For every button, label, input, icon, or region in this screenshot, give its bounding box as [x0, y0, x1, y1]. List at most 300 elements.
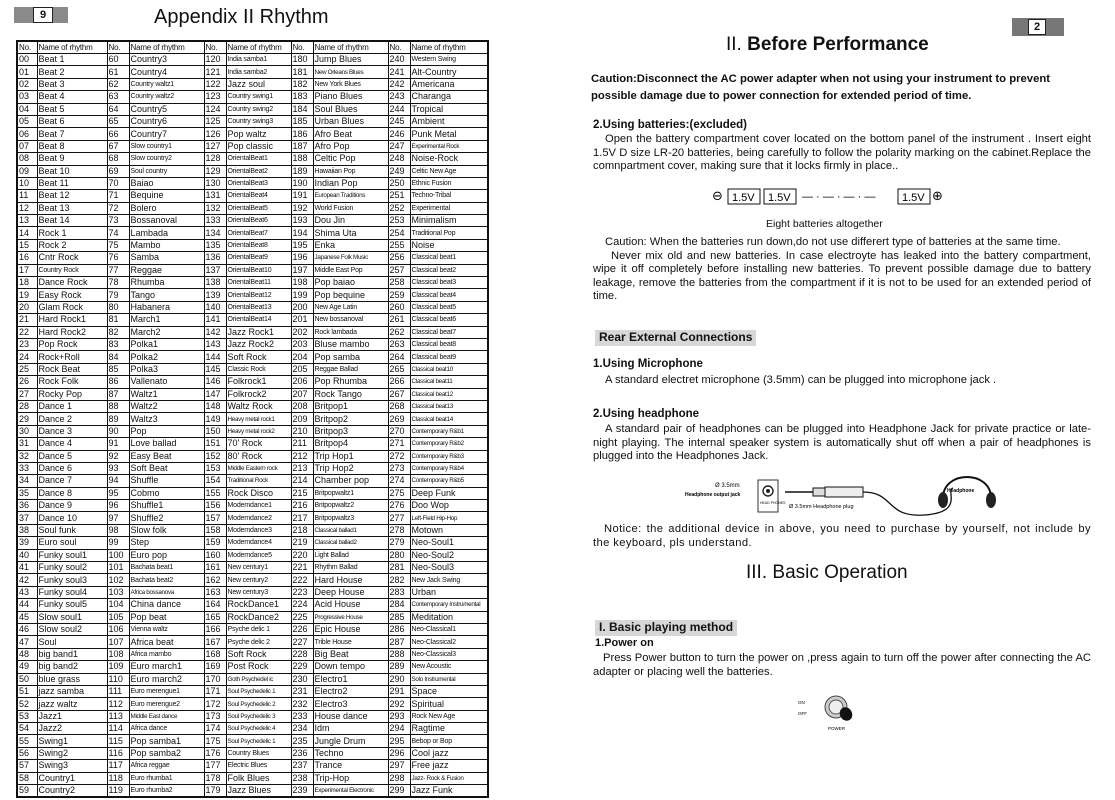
rhythm-name: Dance 2 [37, 413, 107, 425]
rhythm-number: 05 [17, 115, 37, 127]
rhythm-name: Dance 10 [37, 512, 107, 524]
rhythm-name: Cobmo [129, 487, 204, 499]
rhythm-number: 251 [388, 190, 410, 202]
table-row [17, 54, 488, 66]
rhythm-name: Jazz- Rock & Fusion [410, 772, 488, 784]
rhythm-name: Baiao [129, 177, 204, 189]
rhythm-name: Cntr Rock [37, 252, 107, 264]
rhythm-number: 31 [17, 438, 37, 450]
rhythm-name: Classical beat1 [410, 252, 488, 264]
rhythm-name: Soul [37, 636, 107, 648]
rhythm-number: 283 [388, 586, 410, 598]
rhythm-number: 78 [107, 277, 129, 289]
rhythm-name: Dance 1 [37, 400, 107, 412]
rhythm-name: big band1 [37, 648, 107, 660]
rhythm-number: 158 [204, 524, 226, 536]
rhythm-name: Rock lambada [313, 326, 388, 338]
rhythm-number: 124 [204, 103, 226, 115]
rhythm-name: Contemporary R&b2 [410, 438, 488, 450]
rhythm-name: Meditation [410, 611, 488, 623]
rhythm-number: 135 [204, 239, 226, 251]
rhythm-number: 166 [204, 623, 226, 635]
rhythm-number: 212 [291, 450, 313, 462]
rhythm-number: 263 [388, 338, 410, 350]
table-row [17, 710, 488, 722]
rhythm-number: 40 [17, 549, 37, 561]
rhythm-number: 281 [388, 562, 410, 574]
rhythm-number: 127 [204, 140, 226, 152]
rhythm-number: 142 [204, 326, 226, 338]
rhythm-name: Soft Rock [226, 648, 291, 660]
rhythm-number: 292 [388, 698, 410, 710]
table-row [17, 562, 488, 574]
rhythm-number: 70 [107, 177, 129, 189]
header-name: Name of rhythm [410, 41, 488, 54]
rhythm-number: 43 [17, 586, 37, 598]
rhythm-name: RockDance2 [226, 611, 291, 623]
rhythm-name: Bachata beat2 [129, 574, 204, 586]
rhythm-name: Country waltz2 [129, 91, 204, 103]
rhythm-number: 172 [204, 698, 226, 710]
rhythm-number: 144 [204, 351, 226, 363]
table-row [17, 326, 488, 338]
rhythm-number: 261 [388, 314, 410, 326]
rhythm-number: 159 [204, 537, 226, 549]
section-heading-before-performance [726, 34, 929, 55]
rhythm-name: Noise [410, 239, 488, 251]
rhythm-name: Classical ballad2 [313, 537, 388, 549]
rhythm-number: 90 [107, 425, 129, 437]
rhythm-name: Polka3 [129, 363, 204, 375]
rhythm-name: New Orleans Blues [313, 66, 388, 78]
rhythm-name: Afro Pop [313, 140, 388, 152]
rhythm-number: 262 [388, 326, 410, 338]
table-row [17, 537, 488, 549]
table-row [17, 723, 488, 735]
rhythm-number: 260 [388, 301, 410, 313]
rhythm-name: Waltz Rock [226, 400, 291, 412]
rhythm-name: Britpop4 [313, 438, 388, 450]
rhythm-number: 137 [204, 264, 226, 276]
rhythm-name: Solo Instrumental [410, 673, 488, 685]
rhythm-number: 214 [291, 475, 313, 487]
rhythm-number: 253 [388, 215, 410, 227]
rhythm-name: Classical beat4 [410, 289, 488, 301]
rhythm-name: OrientalBeat13 [226, 301, 291, 313]
table-row [17, 698, 488, 710]
rhythm-name: Ethnic Fusion [410, 177, 488, 189]
rhythm-number: 10 [17, 177, 37, 189]
table-row [17, 301, 488, 313]
rhythm-name: Rock Beat [37, 363, 107, 375]
rhythm-name: Swing2 [37, 747, 107, 759]
rhythm-number: 182 [291, 78, 313, 90]
rhythm-name: Rhythm Ballad [313, 562, 388, 574]
rhythm-name: Experimental Rock [410, 140, 488, 152]
rhythm-name: Dance 7 [37, 475, 107, 487]
rhythm-number: 95 [107, 487, 129, 499]
rhythm-number: 56 [17, 747, 37, 759]
rhythm-name: Funky soul5 [37, 599, 107, 611]
rhythm-name: OrientalBeat7 [226, 227, 291, 239]
rhythm-name: Beat 10 [37, 165, 107, 177]
rhythm-name: Africa mambo [129, 648, 204, 660]
table-row [17, 277, 488, 289]
rhythm-number: 39 [17, 537, 37, 549]
rhythm-name: Jazz2 [37, 723, 107, 735]
rhythm-name: Bebop or Bop [410, 735, 488, 747]
rhythm-number: 270 [388, 425, 410, 437]
power-paragraph [593, 652, 1091, 679]
rhythm-name: Moderndance1 [226, 500, 291, 512]
rhythm-name: Beat 6 [37, 115, 107, 127]
rhythm-number: 89 [107, 413, 129, 425]
page-number-badge [1012, 18, 1064, 36]
rhythm-number: 239 [291, 785, 313, 798]
rhythm-number: 29 [17, 413, 37, 425]
rhythm-number: 102 [107, 574, 129, 586]
table-row [17, 165, 488, 177]
rhythm-name: Rock+Roll [37, 351, 107, 363]
rhythm-name: Slow country1 [129, 140, 204, 152]
rhythm-number: 153 [204, 462, 226, 474]
rhythm-name: Hard Rock1 [37, 314, 107, 326]
rhythm-number: 238 [291, 772, 313, 784]
rhythm-name: Classical beat2 [410, 264, 488, 276]
rhythm-number: 282 [388, 574, 410, 586]
rhythm-name: Classic Rock [226, 363, 291, 375]
table-row [17, 91, 488, 103]
rhythm-number: 16 [17, 252, 37, 264]
rhythm-name: Reggae Ballad [313, 363, 388, 375]
rhythm-name: Beat 8 [37, 140, 107, 152]
rhythm-number: 223 [291, 586, 313, 598]
rhythm-number: 264 [388, 351, 410, 363]
rhythm-name: OrientalBeat5 [226, 202, 291, 214]
rhythm-name: Traditional Rock [226, 475, 291, 487]
rhythm-number: 37 [17, 512, 37, 524]
rhythm-number: 114 [107, 723, 129, 735]
rhythm-number: 146 [204, 376, 226, 388]
rhythm-number: 269 [388, 413, 410, 425]
rhythm-name: Afro Beat [313, 128, 388, 140]
page-number: 9 [33, 7, 53, 23]
plug-label: Ø 3.5mm Headphone plug [789, 504, 854, 510]
rhythm-name: Classical beat11 [410, 376, 488, 388]
table-row [17, 549, 488, 561]
rhythm-name: Electro2 [313, 685, 388, 697]
rhythm-name: Jazz Rock2 [226, 338, 291, 350]
rhythm-number: 243 [388, 91, 410, 103]
table-row [17, 574, 488, 586]
rhythm-name: Dou Jin [313, 215, 388, 227]
rhythm-name: Beat 14 [37, 215, 107, 227]
rhythm-number: 54 [17, 723, 37, 735]
rhythm-number: 249 [388, 165, 410, 177]
rhythm-number: 169 [204, 661, 226, 673]
table-row [17, 438, 488, 450]
rhythm-number: 17 [17, 264, 37, 276]
rhythm-number: 298 [388, 772, 410, 784]
rhythm-name: Celtic New Age [410, 165, 488, 177]
rhythm-name: Britpop2 [313, 413, 388, 425]
table-row [17, 252, 488, 264]
rhythm-number: 121 [204, 66, 226, 78]
table-row [17, 685, 488, 697]
header-no: No. [17, 41, 37, 54]
rhythm-number: 286 [388, 623, 410, 635]
rhythm-name: Shuffle1 [129, 500, 204, 512]
headphone-label: Headphone [947, 488, 975, 494]
table-row [17, 264, 488, 276]
rhythm-number: 132 [204, 202, 226, 214]
rhythm-number: 52 [17, 698, 37, 710]
rhythm-name: Samba [129, 252, 204, 264]
rhythm-number: 242 [388, 78, 410, 90]
rhythm-number: 163 [204, 586, 226, 598]
battery-caution-2: Never mix old and new batteries. In case electroyte has leaked into the battery compartment, wipe it off completely before installing new batteries. To prevent possible damage due to battery leakage, remove the batteries from the compartment if it is not to be used for an extended period of time. [593, 249, 1091, 302]
table-row [17, 500, 488, 512]
rhythm-number: 222 [291, 574, 313, 586]
rhythm-number: 291 [388, 685, 410, 697]
rhythm-number: 49 [17, 661, 37, 673]
rhythm-name: Hawaiian Pop [313, 165, 388, 177]
rhythm-number: 63 [107, 91, 129, 103]
table-row [17, 66, 488, 78]
rhythm-number: 53 [17, 710, 37, 722]
rhythm-number: 276 [388, 500, 410, 512]
table-row [17, 623, 488, 635]
rhythm-number: 91 [107, 438, 129, 450]
rhythm-table [16, 40, 489, 798]
rhythm-name: Reggae [129, 264, 204, 276]
rhythm-number: 106 [107, 623, 129, 635]
rhythm-number: 275 [388, 487, 410, 499]
rhythm-name: Vallenato [129, 376, 204, 388]
table-row [17, 400, 488, 412]
table-row [17, 177, 488, 189]
rhythm-name: New York Blues [313, 78, 388, 90]
rhythm-name: Country Blues [226, 747, 291, 759]
rhythm-number: 232 [291, 698, 313, 710]
rhythm-number: 154 [204, 475, 226, 487]
rhythm-name: Moderndance3 [226, 524, 291, 536]
rhythm-number: 34 [17, 475, 37, 487]
rhythm-name: Step [129, 537, 204, 549]
rhythm-number: 123 [204, 91, 226, 103]
rhythm-number: 252 [388, 202, 410, 214]
rhythm-name: Hard Rock2 [37, 326, 107, 338]
rhythm-number: 208 [291, 400, 313, 412]
rhythm-number: 143 [204, 338, 226, 350]
rhythm-number: 248 [388, 153, 410, 165]
rhythm-number: 105 [107, 611, 129, 623]
rhythm-number: 229 [291, 661, 313, 673]
rhythm-number: 141 [204, 314, 226, 326]
microphone-paragraph [593, 374, 1091, 388]
rhythm-name: Soft Beat [129, 462, 204, 474]
rhythm-name: Africa reggae [129, 760, 204, 772]
rhythm-name: New Jack Swing [410, 574, 488, 586]
rhythm-number: 44 [17, 599, 37, 611]
rhythm-name: Contemporary R&b4 [410, 462, 488, 474]
table-row [17, 202, 488, 214]
rhythm-name: Experimental [410, 202, 488, 214]
rhythm-number: 77 [107, 264, 129, 276]
rhythm-name: Ragtime [410, 723, 488, 735]
rhythm-name: Contemporary R&b3 [410, 450, 488, 462]
rhythm-name: Rock Tango [313, 388, 388, 400]
rhythm-name: Euro rhumba2 [129, 785, 204, 798]
rhythm-number: 108 [107, 648, 129, 660]
rhythm-name: Spiritual [410, 698, 488, 710]
rhythm-name: Lambada [129, 227, 204, 239]
rhythm-name: Folkrock1 [226, 376, 291, 388]
rhythm-number: 174 [204, 723, 226, 735]
rhythm-name: Piano Blues [313, 91, 388, 103]
rhythm-name: Dance 8 [37, 487, 107, 499]
rhythm-number: 224 [291, 599, 313, 611]
rhythm-name: Love ballad [129, 438, 204, 450]
header-no: No. [291, 41, 313, 54]
rhythm-name: Country5 [129, 103, 204, 115]
rhythm-name: Space [410, 685, 488, 697]
table-row [17, 462, 488, 474]
rhythm-name: Classical beat13 [410, 400, 488, 412]
rhythm-name: Bachata beat1 [129, 562, 204, 574]
rhythm-number: 100 [107, 549, 129, 561]
rhythm-number: 25 [17, 363, 37, 375]
rhythm-name: Country waltz1 [129, 78, 204, 90]
rhythm-number: 202 [291, 326, 313, 338]
rhythm-number: 30 [17, 425, 37, 437]
rhythm-name: Trip Hop2 [313, 462, 388, 474]
rhythm-name: Left-Field Hip-Hop [410, 512, 488, 524]
rhythm-name: OrientalBeat9 [226, 252, 291, 264]
rhythm-name: Country7 [129, 128, 204, 140]
rhythm-name: Contemporary Instrumental [410, 599, 488, 611]
rhythm-name: Ambient [410, 115, 488, 127]
rhythm-name: Free jazz [410, 760, 488, 772]
rhythm-number: 08 [17, 153, 37, 165]
rhythm-number: 48 [17, 648, 37, 660]
battery-label: 1.5V [902, 192, 925, 204]
battery-diagram [710, 186, 950, 208]
rhythm-number: 290 [388, 673, 410, 685]
rhythm-name: Euro merengue2 [129, 698, 204, 710]
table-row [17, 413, 488, 425]
rhythm-number: 23 [17, 338, 37, 350]
rhythm-number: 41 [17, 562, 37, 574]
rhythm-name: Funky soul3 [37, 574, 107, 586]
rhythm-name: OrientalBeat10 [226, 264, 291, 276]
rhythm-name: Soul Psychedelic 1 [226, 735, 291, 747]
rhythm-number: 47 [17, 636, 37, 648]
rhythm-name: Psyche delic 1 [226, 623, 291, 635]
rhythm-number: 210 [291, 425, 313, 437]
rhythm-name: Goth Psychedel ic [226, 673, 291, 685]
rhythm-number: 62 [107, 78, 129, 90]
rhythm-name: Neo-Classical3 [410, 648, 488, 660]
rhythm-number: 175 [204, 735, 226, 747]
rhythm-number: 21 [17, 314, 37, 326]
rhythm-name: New bossanoval [313, 314, 388, 326]
rhythm-number: 277 [388, 512, 410, 524]
rhythm-name: Classical beat3 [410, 277, 488, 289]
table-row [17, 140, 488, 152]
rhythm-name: Country swing1 [226, 91, 291, 103]
page-title: Appendix II Rhythm [154, 6, 329, 28]
table-row [17, 636, 488, 648]
rhythm-number: 173 [204, 710, 226, 722]
rhythm-number: 278 [388, 524, 410, 536]
rhythm-name: New Age Latin [313, 301, 388, 313]
rhythm-number: 02 [17, 78, 37, 90]
rhythm-name: OrientalBeat14 [226, 314, 291, 326]
rhythm-number: 55 [17, 735, 37, 747]
battery-minus-icon: ⊖ [712, 189, 723, 204]
table-row [17, 772, 488, 784]
rhythm-number: 296 [388, 747, 410, 759]
power-text: Press Power button to turn the power on ,press again to turn off the power after connecting the AC adapter or placing well the batteries. [593, 652, 1091, 678]
table-row [17, 425, 488, 437]
rhythm-name: Bolero [129, 202, 204, 214]
rhythm-name: Neo-Soul1 [410, 537, 488, 549]
rhythm-number: 195 [291, 239, 313, 251]
rhythm-name: Middle Eastern rock [226, 462, 291, 474]
battery-label: 1.5V [768, 192, 791, 204]
battery-label: 1.5V [732, 192, 755, 204]
rhythm-name: Classical beat14 [410, 413, 488, 425]
rhythm-number: 109 [107, 661, 129, 673]
page-number: 2 [1028, 19, 1046, 35]
rhythm-number: 201 [291, 314, 313, 326]
rhythm-number: 74 [107, 227, 129, 239]
rhythm-number: 188 [291, 153, 313, 165]
rhythm-name: Classical beat6 [410, 314, 488, 326]
microphone-text: A standard electret microphone (3.5mm) can be plugged into microphone jack . [605, 374, 997, 386]
rhythm-number: 66 [107, 128, 129, 140]
rhythm-number: 266 [388, 376, 410, 388]
rhythm-number: 226 [291, 623, 313, 635]
rhythm-name: Beat 13 [37, 202, 107, 214]
rhythm-name: Jazz Blues [226, 785, 291, 798]
rhythm-number: 93 [107, 462, 129, 474]
rhythm-name: Soul Psychedelic 3 [226, 710, 291, 722]
header-name: Name of rhythm [129, 41, 204, 54]
rhythm-number: 58 [17, 772, 37, 784]
table-row [17, 388, 488, 400]
rhythm-name: RockDance1 [226, 599, 291, 611]
table-row [17, 599, 488, 611]
rhythm-number: 126 [204, 128, 226, 140]
rhythm-name: Classical beat8 [410, 338, 488, 350]
rhythm-name: Soul Psychedelic 1 [226, 685, 291, 697]
rhythm-number: 181 [291, 66, 313, 78]
rhythm-number: 27 [17, 388, 37, 400]
rhythm-number: 64 [107, 103, 129, 115]
rhythm-name: Rock Disco [226, 487, 291, 499]
rhythm-number: 274 [388, 475, 410, 487]
rhythm-number: 11 [17, 190, 37, 202]
table-row [17, 661, 488, 673]
rhythm-name: Beat 4 [37, 91, 107, 103]
rhythm-name: Trible House [313, 636, 388, 648]
rhythm-name: Dance Rock [37, 277, 107, 289]
rhythm-number: 205 [291, 363, 313, 375]
rhythm-name: Motown [410, 524, 488, 536]
rhythm-name: Heavy metal rock1 [226, 413, 291, 425]
